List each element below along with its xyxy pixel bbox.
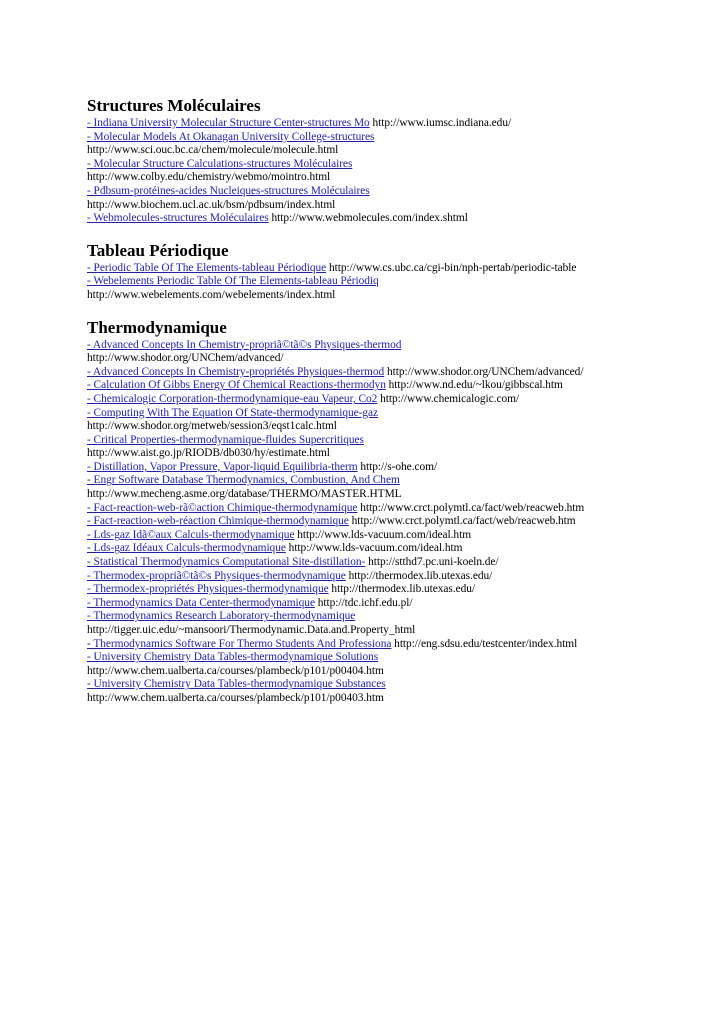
- entry-url: http://www.chem.ualberta.ca/courses/plambeck/p101/p00404.htm: [87, 664, 384, 677]
- entry-link[interactable]: - Thermodynamics Data Center-thermodynamique: [87, 596, 315, 609]
- entry-url: http://www.nd.edu/~lkou/gibbscal.htm: [388, 379, 563, 392]
- entry-url: http://s-ohe.com/: [360, 460, 438, 473]
- entry-link[interactable]: - Molecular Models At Okanagan University College-structures: [87, 130, 375, 143]
- entry-line: [87, 144, 707, 158]
- entry-line: [87, 665, 707, 679]
- entry-line: [87, 461, 707, 475]
- entry-url: http://www.mecheng.asme.org/database/THERMO/MASTER.HTML: [87, 488, 402, 501]
- entry-url: http://www.shodor.org/UNChem/advanced/: [87, 352, 284, 365]
- entry-line: [87, 131, 707, 145]
- section-title: Structures Moléculaires: [87, 96, 261, 115]
- entry-line: [87, 583, 707, 597]
- entry-line: [87, 199, 707, 213]
- entry-url: http://thermodex.lib.utexas.edu/: [348, 569, 493, 582]
- entry-url: http://www.cs.ubc.ca/cgi-bin/nph-pertab/periodic-table: [328, 261, 577, 274]
- entry-url: http://www.iumsc.indiana.edu/: [372, 117, 512, 129]
- section-lines: [87, 117, 707, 226]
- entry-url: http://www.biochem.ucl.ac.uk/bsm/pdbsum/index.html: [87, 198, 336, 211]
- entry-line: [87, 570, 707, 584]
- entry-line: [87, 379, 707, 393]
- entry-line: [87, 275, 707, 289]
- entry-line: [87, 692, 707, 706]
- entry-link[interactable]: - Fact-reaction-web-rã©action Chimique-thermodynamique: [87, 501, 358, 514]
- entry-link[interactable]: - Computing With The Equation Of State-thermodynamique-gaz: [87, 406, 379, 419]
- entry-link[interactable]: - University Chemistry Data Tables-thermodynamique Substances: [87, 678, 386, 691]
- entry-line: [87, 638, 707, 652]
- entry-url: http://www.sci.ouc.bc.ca/chem/molecule/molecule.html: [87, 144, 339, 157]
- entry-line: [87, 289, 707, 303]
- entry-line: [87, 407, 707, 421]
- entry-url: http://www.aist.go.jp/RIODB/db030/hy/estimate.html: [87, 447, 330, 460]
- section-title: Thermodynamique: [87, 317, 227, 337]
- entry-line: [87, 117, 707, 131]
- entry-line: [87, 502, 707, 516]
- entry-line: [87, 339, 707, 353]
- section-thermodynamique: [87, 318, 707, 706]
- entry-line: [87, 352, 707, 366]
- entry-line: [87, 434, 707, 448]
- entry-url: http://www.colby.edu/chemistry/webmo/mointro.html: [87, 171, 331, 184]
- entry-line: [87, 624, 707, 638]
- entry-line: [87, 366, 707, 380]
- entry-url: http://thermodex.lib.utexas.edu/: [331, 583, 476, 596]
- entry-link[interactable]: - Critical Properties-thermodynamique-fluides Supercritiques: [87, 433, 364, 446]
- entry-url: http://www.shodor.org/metweb/session3/eqst1calc.html: [87, 420, 337, 433]
- document-page: [87, 96, 707, 721]
- entry-line: [87, 529, 707, 543]
- entry-url: http://www.webmolecules.com/index.shtml: [271, 212, 468, 225]
- entry-line: [87, 262, 707, 276]
- entry-link[interactable]: - Calculation Of Gibbs Energy Of Chemical Reactions-thermodyn: [87, 379, 386, 392]
- entry-link[interactable]: - Engr Software Database Thermodynamics, Combustion, And Chem: [87, 474, 400, 487]
- entry-url: http://www.lds-vacuum.com/ideal.htm: [297, 528, 472, 541]
- entry-line: [87, 185, 707, 199]
- section-lines: [87, 262, 707, 303]
- entry-link[interactable]: - Advanced Concepts In Chemistry-propriã©tã©s Physiques-thermod: [87, 338, 402, 351]
- entry-line: [87, 420, 707, 434]
- entry-link[interactable]: - Distillation, Vapor Pressure, Vapor-liquid Equilibria-therm: [87, 460, 358, 473]
- entry-link[interactable]: - Thermodynamics Software For Thermo Students And Professiona: [87, 637, 392, 650]
- entry-url: http://eng.sdsu.edu/testcenter/index.html: [394, 637, 578, 650]
- entry-line: [87, 651, 707, 665]
- entry-line: [87, 488, 707, 502]
- entry-link[interactable]: - University Chemistry Data Tables-thermodynamique Solutions: [87, 651, 379, 664]
- entry-url: http://tdc.ichf.edu.pl/: [317, 596, 413, 609]
- entry-link[interactable]: - Molecular Structure Calculations-structures Moléculaires: [87, 157, 353, 170]
- entry-link[interactable]: - Chemicalogic Corporation-thermodynamique-eau Vapeur, Co2: [87, 392, 378, 405]
- entry-link[interactable]: - Statistical Thermodynamics Computational Site-distillation-: [87, 556, 366, 569]
- entry-link[interactable]: - Lds-gaz Idã©aux Calculs-thermodynamique: [87, 528, 295, 541]
- entry-line: [87, 171, 707, 185]
- entry-line: [87, 212, 707, 226]
- entry-line: [87, 447, 707, 461]
- entry-link[interactable]: - Fact-reaction-web-réaction Chimique-thermodynamique: [87, 515, 349, 528]
- entry-link[interactable]: - Webmolecules-structures Moléculaires: [87, 212, 269, 225]
- entry-link[interactable]: - Thermodex-propriétés Physiques-thermodynamique: [87, 583, 329, 596]
- section-lines: [87, 339, 707, 706]
- entry-url: http://tigger.uic.edu/~mansoori/Thermodynamic.Data.and.Property_html: [87, 624, 416, 636]
- entry-url: http://www.webelements.com/webelements/index.html: [87, 288, 336, 301]
- entry-url: http://www.lds-vacuum.com/ideal.htm: [288, 542, 463, 555]
- entry-line: [87, 158, 707, 172]
- entry-url: http://www.chemicalogic.com/: [380, 392, 520, 405]
- entry-line: [87, 515, 707, 529]
- entry-line: [87, 474, 707, 488]
- entry-link[interactable]: - Advanced Concepts In Chemistry-propriétés Physiques-thermod: [87, 365, 385, 378]
- entry-url: http://www.chem.ualberta.ca/courses/plambeck/p101/p00403.htm: [87, 691, 384, 704]
- entry-url: http://stthd7.pc.uni-koeln.de/: [368, 556, 499, 569]
- entry-link[interactable]: - Periodic Table Of The Elements-tableau Périodique: [87, 261, 327, 274]
- entry-url: http://www.crct.polymtl.ca/fact/web/reacweb.htm: [360, 501, 585, 514]
- entry-line: [87, 678, 707, 692]
- entry-link[interactable]: - Thermodynamics Research Laboratory-thermodynamique: [87, 610, 356, 623]
- entry-url: http://www.shodor.org/UNChem/advanced/: [386, 365, 584, 378]
- entry-line: [87, 393, 707, 407]
- section-structures: [87, 96, 707, 226]
- entry-line: [87, 610, 707, 624]
- entry-link[interactable]: - Pdbsum-protéines-acides Nucleiques-structures Moléculaires: [87, 184, 370, 197]
- entry-line: [87, 597, 707, 611]
- entry-line: [87, 556, 707, 570]
- entry-url: http://www.crct.polymtl.ca/fact/web/reacweb.htm: [351, 515, 576, 528]
- entry-link[interactable]: - Indiana University Molecular Structure Center-structures Mo: [87, 117, 370, 129]
- entry-link[interactable]: - Thermodex-propriã©tã©s Physiques-thermodynamique: [87, 569, 346, 582]
- entry-link[interactable]: - Lds-gaz Idéaux Calculs-thermodynamique: [87, 542, 286, 555]
- section-tableau: [87, 241, 707, 303]
- section-title: Tableau Périodique: [87, 240, 229, 260]
- entry-link[interactable]: - Webelements Periodic Table Of The Elements-tableau Périodiq: [87, 275, 379, 288]
- entry-line: [87, 542, 707, 556]
